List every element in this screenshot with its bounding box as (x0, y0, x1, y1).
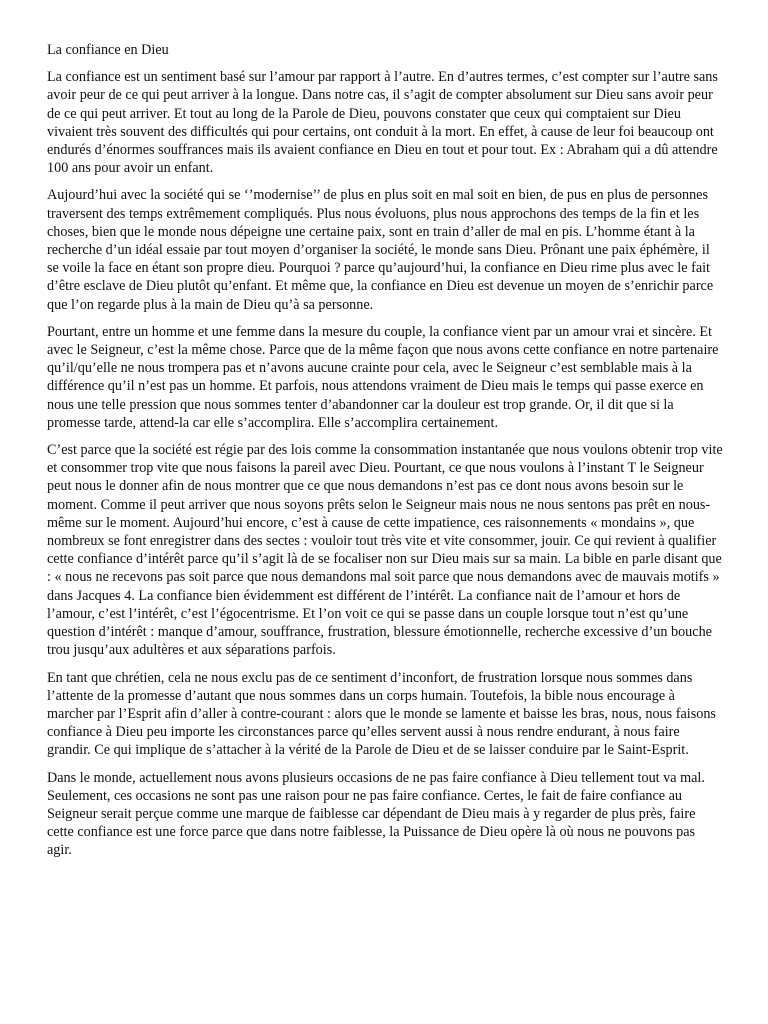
paragraph-5: En tant que chrétien, cela ne nous exclu pas de ce sentiment d’inconfort, de frustration lorsque nous sommes dans l’attente de la promesse d’autant que nous sommes dans un corps humain. Toutefois, la bible nous encourage à marcher par l’Esprit afin d’aller à contre-courant : alors que le monde se lamente et baisse les bras, nous, nous faisons confiance à Dieu peu importe les circonstances parce qu’elles servent aussi à nous rendre endurant, à nous faire grandir. Ce qui implique de s’attacher à la vérité de la Parole de Dieu et de se laisser conduire par le Saint-Esprit. (47, 669, 716, 759)
document-title: La confiance en Dieu (47, 42, 169, 58)
paragraph-6: Dans le monde, actuellement nous avons plusieurs occasions de ne pas faire confiance à Dieu tellement tout va mal. Seulement, ces occasions ne sont pas une raison pour ne pas faire confiance. Certes, le fait de faire confiance au Seigneur serait perçue comme une marque de faiblesse car dépendant de Dieu mais à y regarder de plus près, faire cette confiance est une force parce que dans notre faiblesse, la Puissance de Dieu opère là où nous ne pouvons pas agir. (47, 769, 705, 859)
document-page (47, 41, 723, 869)
paragraph-1: La confiance est un sentiment basé sur l’amour par rapport à l’autre. En d’autres termes, c’est compter sur l’autre sans avoir peur de ce qui peut arriver à la longue. Dans notre cas, il s’agit de compter absolument sur Dieu sans avoir peur de ce qui peut arriver. Et tout au long de la Parole de Dieu, pouvons constater que ceux qui comptaient sur Dieu vivaient très souvent des difficultés qui pour certains, ont conduit à la mort. En effet, à cause de leur foi beaucoup ont endurés d’énormes souffrances mais ils avaient confiance en Dieu en tout et pour tout. Ex : Abraham qui a dû attendre 100 ans pour avoir un enfant. (47, 69, 718, 177)
paragraph-4: C’est parce que la société est régie par des lois comme la consommation instantanée que nous voulons obtenir trop vite et consommer trop vite que nous faisons la pareil avec Dieu. Pourtant, ce que nous voulons à l’instant T le Seigneur peut nous le donner afin de nous montrer que ce que nous demandons n’est pas ce dont nous avons besoin sur le moment. Comme il peut arriver que nous soyons prêts selon le Seigneur mais nous ne nous sentons pas prêt en nous-même sur le moment. Aujourd’hui encore, c’est à cause de cette impatience, ces raisonnements « mondains », que nombreux se font enregistrer dans des sectes : vouloir tout très vite et vite consommer, jouir. Ce qui revient à qualifier cette confiance d’intérêt parce qu’il s’agit là de se focaliser non sur Dieu mais sur sa main. La bible en parle disant que : « nous ne recevons pas soit parce que nous demandons mal soit parce que nous demandons avec de mauvais motifs » dans Jacques 4. La confiance bien évidemment est différent de l’intérêt. La confiance nait de l’amour et hors de l’amour, c’est l’intérêt, c’est l’égocentrisme. Et l’on voit ce qui se passe dans un couple lorsque tout n’est qu’une question d’intérêt : manque d’amour, souffrance, frustration, blessure émotionnelle, recherche excessive d’un bouche trou jusqu’aux adultères et aux séparations parfois. (47, 442, 723, 659)
paragraph-3: Pourtant, entre un homme et une femme dans la mesure du couple, la confiance vient par un amour vrai et sincère. Et avec le Seigneur, c’est la même chose. Parce que de la même façon que nous avons cette confiance en notre partenaire qu’il/qu’elle ne nous trompera pas et n’avons aucune crainte pour cela, avec le Seigneur c’est semblable mais à la différence qu’il n’est pas un homme. Et parfois, nous attendons vraiment de Dieu mais le temps qui passe exerce en nous une telle pression que nous sommes tenter d’abandonner car la douleur est trop grande. Or, il dit que si la promesse tarde, attend-la car elle s’accomplira. Elle s’accomplira certainement. (47, 323, 719, 431)
paragraph-2: Aujourd’hui avec la société qui se ‘’modernise’’ de plus en plus soit en mal soit en bien, de pus en plus de personnes traversent des temps extrêmement compliqués. Plus nous évoluons, plus nous approchons des temps de la fin et les choses, bien que le monde nous dépeigne une certaine paix, sont en train d’aller de mal en pis. L’homme étant à la recherche d’un idéal essaie par tout moyen d’organiser la société, le monde sans Dieu. Prônant une paix éphémère, il se voile la face en étant son propre dieu. Pourquoi ? parce qu’aujourd’hui, la confiance en Dieu rime plus avec le fait d’être esclave de Dieu plutôt qu’enfant. Et même que, la confiance en Dieu est devenue un moyen de s’enrichir parce que l’on regarde plus à la main de Dieu qu’à sa personne. (47, 187, 714, 313)
